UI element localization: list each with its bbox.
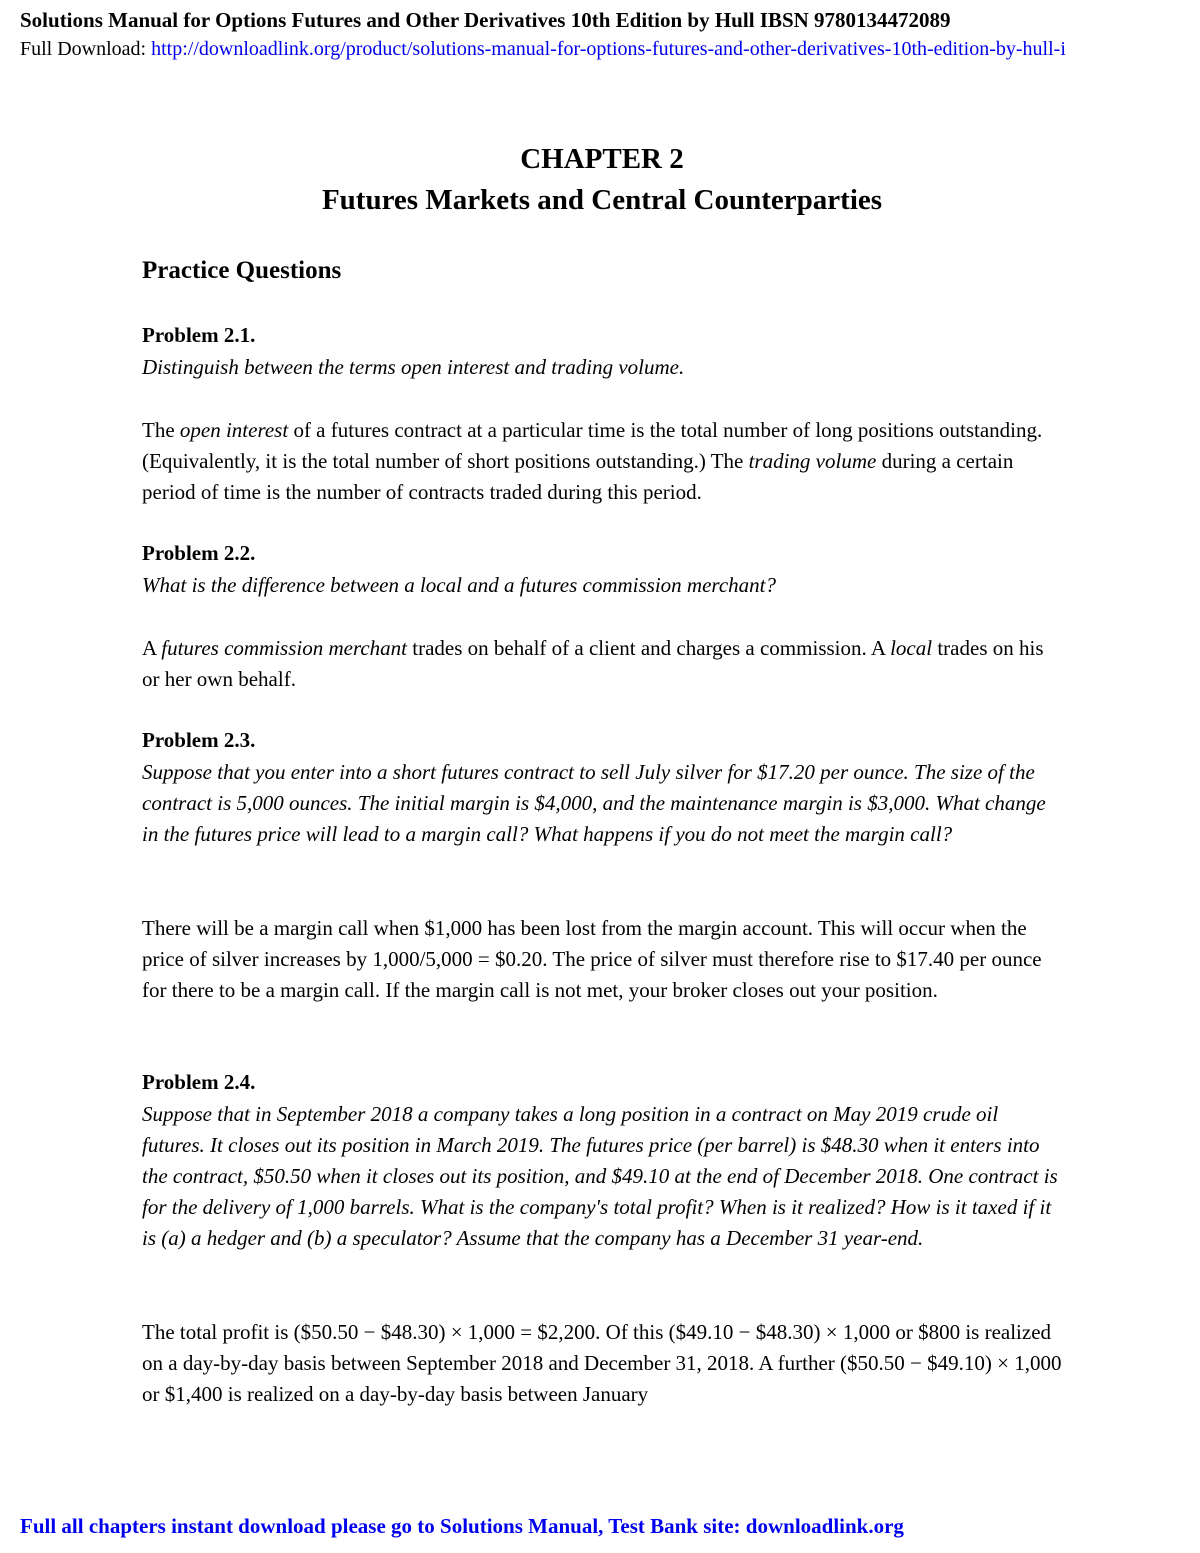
answer-text: The xyxy=(142,418,180,442)
chapter-number: CHAPTER 2 xyxy=(520,143,684,175)
chapter-title: Futures Markets and Central Counterparties xyxy=(321,184,883,216)
problem-question: What is the difference between a local and a futures commission merchant? xyxy=(142,573,776,597)
download-label: Full Download: xyxy=(20,38,152,60)
problem-answer xyxy=(142,415,1062,508)
problem-question: Distinguish between the terms open interest and trading volume. xyxy=(142,355,685,379)
answer-text: trades on his or her own behalf. xyxy=(142,636,1044,691)
header-download xyxy=(20,38,1200,61)
answer-term: local xyxy=(890,636,933,660)
problem-question: Suppose that in September 2018 a company takes a long position in a contract on May 2019 crude oil futures. It closes out its position in March 2019. The futures price (per barrel) is $48.30 when it enters into the contract, $50.50 when it closes out its position, and $49.10 at the end of December 2018. One contract is for the delivery of 1,000 barrels. What is the company's total profit? When is it realized? How is it taxed if it is (a) a hedger and (b) a speculator? Assume that the company has a December 31 year-end. xyxy=(142,1102,1058,1250)
answer-term: futures commission merchant xyxy=(161,636,408,660)
answer-text: trades on behalf of a client and charges a commission. A xyxy=(407,636,891,660)
footer-note[interactable]: Full all chapters instant download please go to Solutions Manual, Test Bank site: downloadlink.org xyxy=(20,1514,904,1538)
download-link[interactable]: http://downloadlink.org/product/solutions-manual-for-options-futures-and-other-derivatives-10th-edition-by-hull-i xyxy=(151,38,1066,60)
answer-term: trading volume xyxy=(748,449,877,473)
answer-text: A xyxy=(142,636,162,660)
section-title: Practice Questions xyxy=(142,257,342,284)
problem-answer: There will be a margin call when $1,000 has been lost from the margin account. This will occur when the price of silver increases by 1,000/5,000 = $0.20. The price of silver must therefore rise to $17.40 per ounce for there to be a margin call. If the margin call is not met, your broker closes out your position. xyxy=(142,916,1042,1002)
problem-question: Suppose that you enter into a short futures contract to sell July silver for $17.20 per ounce. The size of the contract is 5,000 ounces. The initial margin is $4,000, and the maintenance margin is $3,000. What change in the futures price will lead to a margin call? What happens if you do not meet the margin call? xyxy=(142,760,1046,846)
problem-heading: Problem 2.3. xyxy=(142,728,256,752)
problem-heading: Problem 2.4. xyxy=(142,1070,256,1094)
problem-heading: Problem 2.1. xyxy=(142,323,256,347)
answer-text: of a futures contract at a particular time is the total number of long positions outstanding. (Equivalently, it is the total number of short positions outstanding.) The xyxy=(142,418,1043,473)
answer-text: during a certain period of time is the number of contracts traded during this period. xyxy=(142,449,1014,504)
answer-term: open interest xyxy=(179,418,289,442)
problem-heading: Problem 2.2. xyxy=(142,541,256,565)
problem-answer xyxy=(142,633,1062,695)
header-title: Solutions Manual for Options Futures and Other Derivatives 10th Edition by Hull IBSN 9780134472089 xyxy=(20,8,951,32)
problem-answer: The total profit is ($50.50 − $48.30) × 1,000 = $2,200. Of this ($49.10 − $48.30) × 1,000 or $800 is realized on a day-by-day basis between September 2018 and December 31, 2018. A further ($50.50 − $49.10) × 1,000 or $1,400 is realized on a day-by-day basis between January xyxy=(142,1320,1062,1406)
